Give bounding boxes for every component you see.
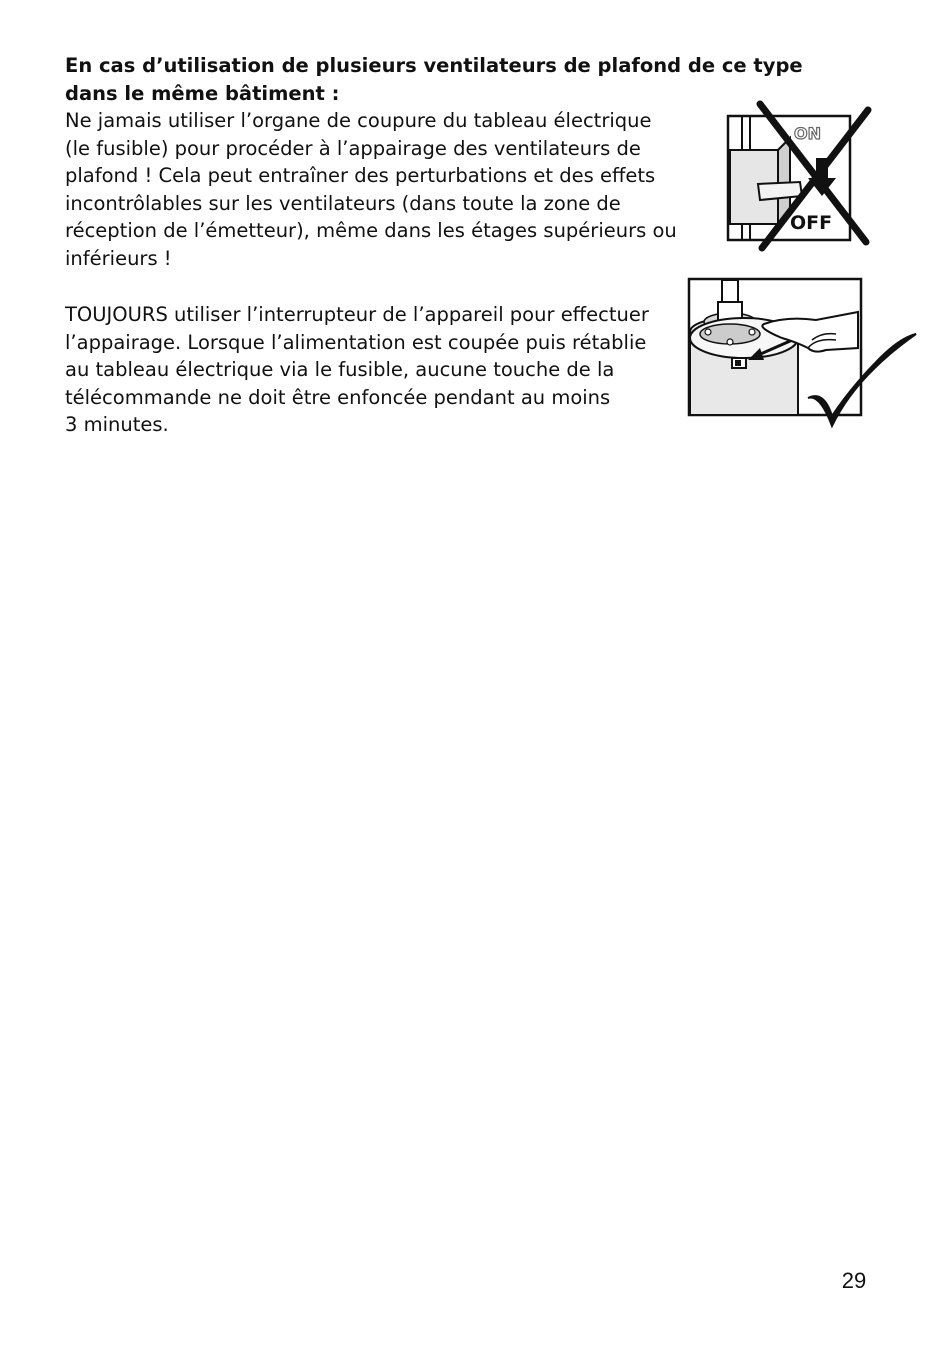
off-label: OFF (790, 212, 833, 234)
crossed-out-breaker-icon (718, 100, 873, 255)
text-line: 3 minutes. (65, 413, 169, 437)
section-heading: En cas d’utilisation de plusieurs ventilateurs de plafond de ce type dans le même bâtiment : (65, 54, 803, 105)
text-line: au tableau électrique via le fusible, aucune touche de la (65, 358, 615, 382)
text-line: Ne jamais utiliser l’organe de coupure du tableau électrique (65, 109, 652, 132)
text-line: l’appairage. Lorsque l’alimentation est coupée puis rétablie (65, 330, 647, 354)
fan-switch-checkmark-icon (686, 276, 922, 446)
text-line: plafond ! Cela peut entraîner des perturbations et des effets (65, 164, 656, 188)
warning-paragraph (65, 107, 677, 273)
text-line: incontrôlables sur les ventilateurs (dans toute la zone de (65, 191, 621, 215)
text-line: TOUJOURS utiliser l’interrupteur de l’appareil pour effectuer (65, 303, 649, 326)
text-line: inférieurs ! (65, 246, 172, 270)
page-number: 29 (841, 1268, 867, 1293)
text-line: télécommande ne doit être enfoncée pendant au moins (65, 385, 611, 409)
on-label: ON (794, 124, 821, 143)
text-line: (le fusible) pour procéder à l’appairage des ventilateurs de (65, 136, 641, 160)
text-line: réception de l’émetteur), même dans les étages supérieurs ou (65, 219, 677, 243)
instruction-paragraph (65, 301, 649, 439)
